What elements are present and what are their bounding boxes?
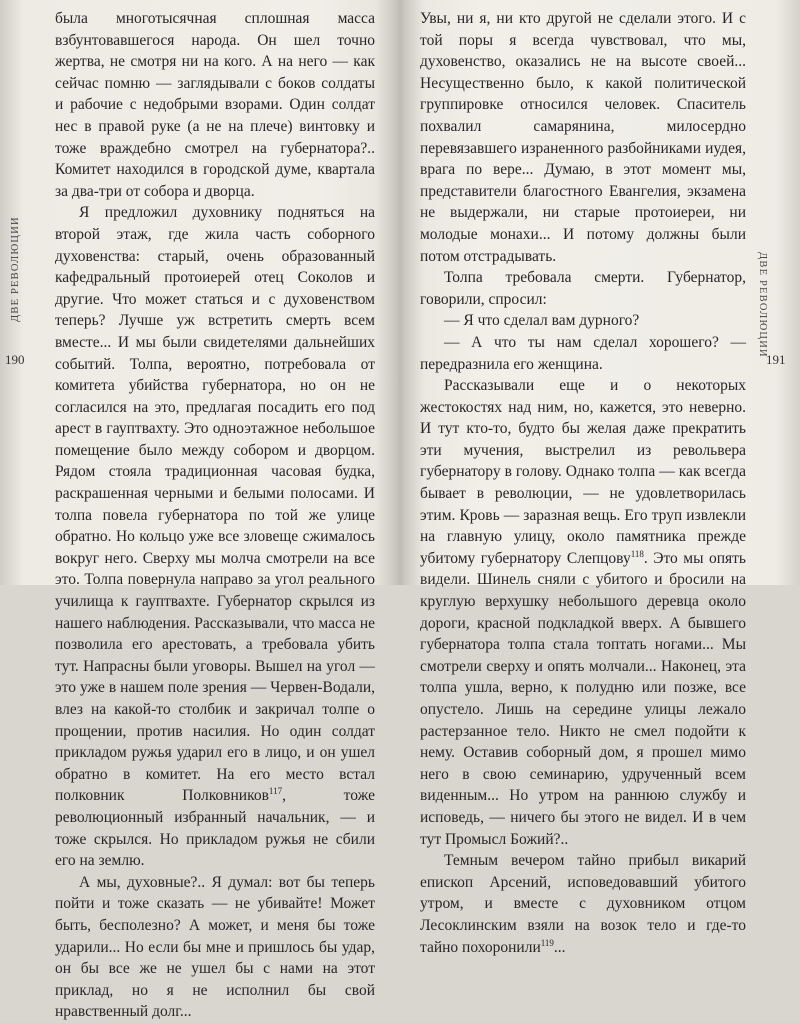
dialogue-line: — Я что сделал вам дурного? (444, 312, 640, 330)
text-column-right (420, 8, 746, 958)
paragraph: А мы, духовные?.. Я думал: вот бы теперь пойти и тоже сказать — не убивайте! Может быть, бесполезно? А может, и меня бы тоже ударили... Но если бы мне и пришлось бы удар, он бы все же не ушел бы с нами на этот приклад, но я не исполнил бы свой нравственный долг... (55, 873, 375, 1021)
paragraph (55, 202, 375, 871)
running-head-right: ДВЕ РЕВОЛЮЦИИ (757, 252, 768, 358)
paragraph: Увы, ни я, ни кто другой не сделали этого. И с той поры я всегда чувствовал, что мы, духовенство, оказались не на высоте своей... Несущественно было, к какой политической группировке относился человек. Спаситель похвалил самарянина, милосердно перевязавшего израненного разбойниками иудея, врага по вере... Думаю, в этот момент мы, представители благостного Евангелия, экзамена не выдержали, ни старые протоиереи, ни молодые монахи... И потому должны были потом отстрадывать. (420, 10, 746, 265)
paragraph-text: Темным вечером тайно прибыл викарий епископ Арсений, исповедовавший убитого утром, и вместе с духовником отцом Лесоклинским взяли на возок тело и где-то тайно похоронили (420, 852, 746, 956)
paragraph (420, 850, 746, 958)
text-column-left (55, 8, 375, 1023)
footnote-marker: 119 (540, 937, 554, 948)
right-page (400, 0, 800, 956)
paragraph-text: ... (553, 938, 566, 956)
paragraph-text: Рассказывали еще и о некоторых жестокостях над ним, но, кажется, это неверно. И тут кто-то, будто бы желая даже прекратить эти мучения, выстрелил из револьвера губернатору в голову. Однако толпа — как всегда бывает в революции, — не удовлетворилась этим. Кровь — заразная вещь. Его труп извлекли на главную улицу, около памятника прежде убитому губернатору Слепцову (420, 377, 746, 567)
page-number-right: 191 (766, 352, 786, 367)
running-head-left: ДВЕ РЕВОЛЮЦИИ (10, 216, 21, 322)
paragraph: была многотысячная сплошная масса взбунтовавшегося народа. Он шел точно жертва, не смотря ни на кого. А на него — как сейчас помню — заглядывали с боков солдаты и рабочие с недобрыми взорами. Один солдат нес в правой руке (а не на плече) винтовку и тоже враждебно смотрел на губернатора?.. Комитет находился в городской думе, квартала за два-три от собора и дворца. (55, 10, 375, 200)
paragraph: Толпа требовала смерти. Губернатор, говорили, спросил: (420, 269, 746, 308)
page-number-left: 190 (5, 352, 25, 367)
footnote-marker: 118 (630, 548, 644, 559)
paragraph-text: , тоже революционный избранный начальник, — и тоже скрылся. Но прикладом ружья не сбили его на землю. (55, 787, 375, 870)
paragraph (420, 375, 746, 850)
left-page (0, 0, 400, 1021)
paragraph-text: Я предложил духовнику подняться на второй этаж, где жила часть соборного духовенства: старый, очень образованный кафедральный протоиерей отец Соколов и другие. Что может статься и с духовенством теперь? Лучше уж встретить смерть всем вместе... И мы были свидетелями дальнейших событий. Толпа, вероятно, потребовала от комитета убийства губернатора, но он не согласился на это, предлагая посадить его под арест в гауптвахту. Это одноэтажное небольшое помещение было между собором и дворцом. Рядом стояла традиционная часовая будка, раскрашенная черными и белыми полосами. И толпа повела губернатора по той же улице обратно. Но кольцо уже все зловеще сжималось вокруг него. Сверху мы молча смотрели на все это. Толпа повернула направо за угол реального училища к гауптвахте. Губернатор скрылся из нашего наблюдения. Рассказывали, что масса не позволила его арестовать, а требовала убить тут. Напрасны были уговоры. Вышел на угол — это уже в нашем поле зрения — Червен-Водали, влез на какой-то столбик и закричал толпе о прощении, против насилия. Но один солдат прикладом ружья ударил его в лицо, и он ушел обратно в комитет. На его место встал полковник Полковников (55, 204, 375, 805)
paragraph-text: . Это мы опять видели. Шинель сняли с убитого и бросили на круглую верхушку небольшого деревца около дороги, красной подкладкой вверх. А бывшего губернатора толпа стала топтать ногами... Мы смотрели сверху и опять молчали... Наконец, эта толпа ушла, верно, к полудню или позже, все опустело. Лишь на середине улицы лежало растерзанное тело. Никто не смел подойти к нему. Оставив соборный дом, я прошел мимо него в свою семинарию, удрученный всем виденным... Но утром на раннюю службу и исповедь, — ничего бы этого не видел. И в чем тут Промысл Божий?.. (420, 549, 747, 848)
dialogue-line: — А что ты нам сделал хорошего? — передразнила его женщина. (420, 333, 746, 373)
footnote-marker: 117 (268, 786, 283, 797)
